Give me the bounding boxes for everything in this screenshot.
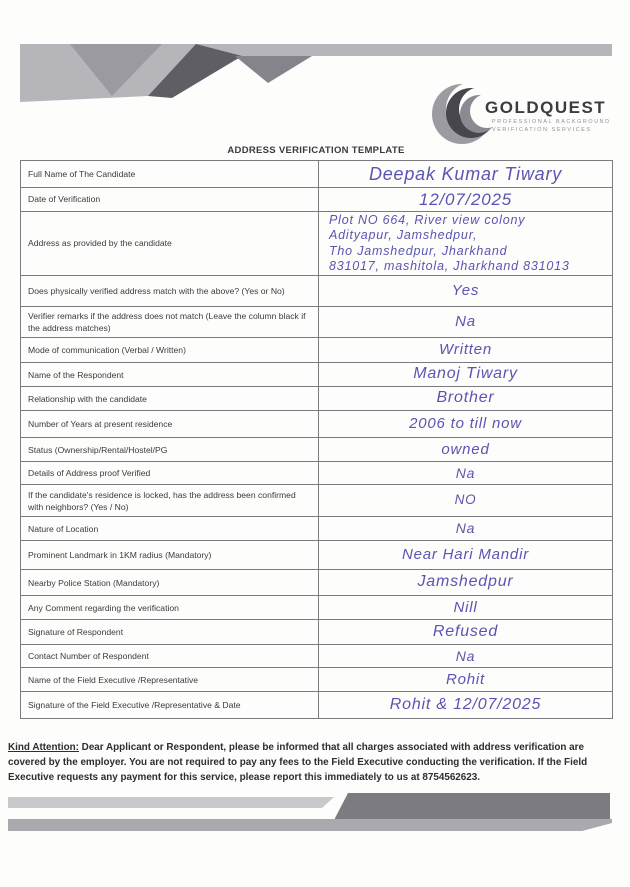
field-label: Prominent Landmark in 1KM radius (Mandatory) (21, 541, 319, 570)
field-label: Address as provided by the candidate (21, 212, 319, 276)
field-label: Mode of communication (Verbal / Written) (21, 338, 319, 363)
table-row (21, 462, 613, 485)
handwritten-value: Nill (319, 596, 613, 620)
handwritten-value: owned (319, 438, 613, 462)
table-row (21, 338, 613, 363)
field-label: Status (Ownership/Rental/Hostel/PG (21, 438, 319, 462)
handwritten-value: Manoj Tiwary (319, 363, 613, 387)
handwritten-value: Deepak Kumar Tiwary (319, 161, 613, 188)
table-row (21, 212, 613, 276)
handwritten-value: Rohit (319, 668, 613, 692)
handwritten-address-line: 831017, mashitola, Jharkhand 831013 (329, 258, 570, 273)
handwritten-address-line: Plot NO 664, River view colony (329, 213, 526, 227)
field-label: Nearby Police Station (Mandatory) (21, 570, 319, 596)
field-label: Name of the Respondent (21, 363, 319, 387)
table-row (21, 161, 613, 188)
handwritten-value: 2006 to till now (319, 411, 613, 438)
field-label: Date of Verification (21, 188, 319, 212)
logo-tagline-line1: PROFESSIONAL BACKGROUND (492, 119, 611, 125)
handwritten-value: NO (319, 485, 613, 517)
handwritten-value: Rohit & 12/07/2025 (319, 692, 613, 719)
goldquest-logo (430, 76, 620, 156)
table-row (21, 438, 613, 462)
kind-attention-note (8, 741, 624, 786)
bottom-stripes-graphic (0, 790, 630, 838)
field-label: Any Comment regarding the verification (21, 596, 319, 620)
handwritten-value: Yes (319, 276, 613, 307)
logo-brand-text: GOLDQUEST (485, 98, 607, 117)
table-row (21, 668, 613, 692)
handwritten-value: Near Hari Mandir (319, 541, 613, 570)
field-label: If the candidate's residence is locked, has the address been confirmed with neighbors? (Yes / No) (21, 485, 319, 517)
handwritten-value: Brother (319, 387, 613, 411)
field-label: Does physically verified address match with the above? (Yes or No) (21, 276, 319, 307)
table-row (21, 645, 613, 668)
handwritten-value: Na (319, 307, 613, 338)
field-label: Relationship with the candidate (21, 387, 319, 411)
handwritten-address-line: Adityapur, Jamshedpur, (329, 228, 478, 243)
table-row (21, 387, 613, 411)
field-label: Name of the Field Executive /Representative (21, 668, 319, 692)
handwritten-address-line: Tho Jamshedpur, Jharkhand (329, 243, 508, 258)
handwritten-value: Na (319, 645, 613, 668)
table-row (21, 363, 613, 387)
handwritten-value: Na (319, 462, 613, 485)
field-label: Signature of the Field Executive /Representative & Date (21, 692, 319, 719)
handwritten-value: Jamshedpur (319, 570, 613, 596)
handwritten-value (319, 212, 613, 276)
table-row (21, 692, 613, 719)
handwritten-value: Na (319, 517, 613, 541)
field-label: Nature of Location (21, 517, 319, 541)
table-body (21, 161, 613, 719)
table-row (21, 485, 613, 517)
table-row (21, 596, 613, 620)
kind-attention-text: Dear Applicant or Respondent, please be informed that all charges associated with address verification are covered by the employer. You are not required to pay any fees to the Field Executive conducting the verification. If the Field Executive requests any payment for this service, please report this immediately to us at 8754562623. (8, 742, 588, 783)
field-label: Full Name of The Candidate (21, 161, 319, 188)
table-row (21, 276, 613, 307)
handwritten-value: 12/07/2025 (319, 188, 613, 212)
table-row (21, 307, 613, 338)
kind-attention-label: Kind Attention: (8, 742, 79, 753)
verification-table (20, 160, 613, 719)
table-row (21, 541, 613, 570)
field-label: Number of Years at present residence (21, 411, 319, 438)
handwritten-value: Written (319, 338, 613, 363)
field-label: Verifier remarks if the address does not match (Leave the column black if the address matches) (21, 307, 319, 338)
handwritten-value: Refused (319, 620, 613, 645)
page-title: ADDRESS VERIFICATION TEMPLATE (227, 145, 405, 156)
table-row (21, 620, 613, 645)
logo-tagline-line2: VERIFICATION SERVICES (492, 127, 592, 133)
table-row (21, 517, 613, 541)
table-row (21, 411, 613, 438)
field-label: Contact Number of Respondent (21, 645, 319, 668)
table-row (21, 188, 613, 212)
field-label: Details of Address proof Verified (21, 462, 319, 485)
table-row (21, 570, 613, 596)
field-label: Signature of Respondent (21, 620, 319, 645)
